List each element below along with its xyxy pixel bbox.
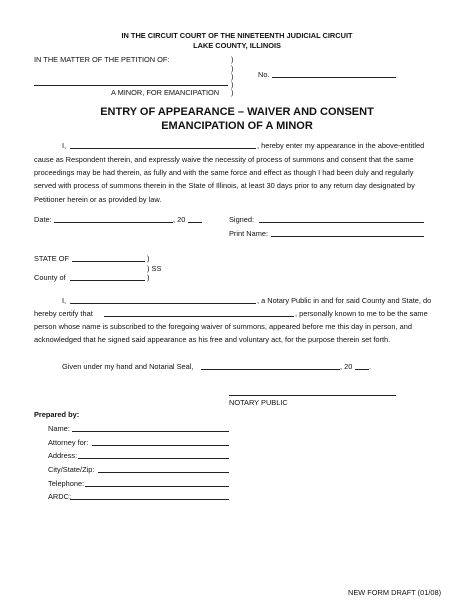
document-title-line1: ENTRY OF APPEARANCE – WAIVER AND CONSENT [100,106,374,118]
case-number-label: No. [258,70,270,79]
case-number-line[interactable] [272,77,396,78]
notary-intro: I, [62,296,67,305]
state-line[interactable] [72,261,145,262]
prepared-address-label: Address: [48,451,78,460]
petitioner-name-line[interactable] [34,85,228,86]
caption-paren-2: ) [231,64,234,73]
prepared-ardc-label: ARDC: [48,492,71,501]
state-label: STATE OF [34,254,70,263]
prepared-name-label: Name: [48,424,70,433]
notary-text-3: person whose name is subscribed to the foregoing waiver of summons, appeared before me this day in person, and [34,322,412,331]
ss-label: ) SS [147,264,162,273]
prepared-ardc-line[interactable] [70,499,229,500]
prepared-telephone-line[interactable] [85,486,229,487]
notary-text-4: acknowledged that he signed said appearance as his free and voluntary act, for the purpose therein set forth. [34,335,391,344]
caption-paren-4: ) [231,80,234,89]
notary-text-2a: hereby certify that [34,309,93,318]
print-name-label: Print Name: [229,229,269,238]
date-year-line[interactable] [188,222,202,223]
appearance-text-3: proceedings may be had therein, as fully and with the same force and effect as though I had been duly and regularly [34,168,414,177]
caption-paren-5: ) [231,88,234,97]
notary-text-2b: , personally known to me to be the same [295,309,428,318]
date-label: Date: [34,215,52,224]
county-label: County of [34,273,66,282]
venue-paren-2: ) [147,273,150,282]
prepared-attorney-line[interactable] [92,445,229,446]
appearance-intro: I, [62,141,67,150]
county-line: LAKE COUNTY, ILLINOIS [193,41,281,50]
matter-label: IN THE MATTER OF THE PETITION OF: [34,55,170,64]
prepared-by-heading: Prepared by: [34,410,80,419]
document-title-line2: EMANCIPATION OF A MINOR [161,120,313,132]
prepared-city-label: City/State/Zip: [48,465,95,474]
respondent-name-line[interactable] [70,148,256,149]
given-date-line[interactable] [201,369,340,370]
notary-signature-line[interactable] [229,395,396,396]
prepared-name-line[interactable] [72,431,229,432]
appearance-text-2: cause as Respondent therein, and expressly waive the necessity of process of summons and consent that the same [34,155,414,164]
form-code: NEW FORM DRAFT (01/08) [348,588,442,597]
certified-name-line[interactable] [104,316,294,317]
caption-paren-1: ) [231,55,234,64]
appearance-text-1: , hereby enter my appearance in the above-entitled [257,141,425,150]
print-name-line[interactable] [271,236,424,237]
date-year-prefix: , 20 [173,215,186,224]
prepared-city-line[interactable] [98,472,229,473]
given-label: Given under my hand and Notarial Seal, [62,362,194,371]
minor-label: A MINOR, FOR EMANCIPATION [111,88,220,97]
given-year-prefix: , 20 [340,362,353,371]
county-line-field[interactable] [70,280,145,281]
notary-public-label: NOTARY PUBLIC [229,398,288,407]
caption-paren-3: ) [231,72,234,81]
court-name-line: IN THE CIRCUIT COURT OF THE NINETEENTH JUDICIAL CIRCUIT [121,31,353,40]
notary-name-line[interactable] [70,303,256,304]
signature-line[interactable] [259,222,424,223]
prepared-attorney-label: Attorney for: [48,438,89,447]
notary-text-1: , a Notary Public in and for said County and State, do [257,296,432,305]
date-line[interactable] [54,222,173,223]
appearance-text-5: Petitioner herein or as provided by law. [34,195,162,204]
given-year-line[interactable] [355,369,369,370]
venue-paren-1: ) [147,254,150,263]
appearance-text-4: served with process of summons therein in the State of Illinois, at least 30 days prior to any return day designated by [34,181,415,190]
prepared-address-line[interactable] [78,458,229,459]
signed-label: Signed: [229,215,255,224]
prepared-telephone-label: Telephone: [48,479,85,488]
given-period: . [369,362,372,371]
